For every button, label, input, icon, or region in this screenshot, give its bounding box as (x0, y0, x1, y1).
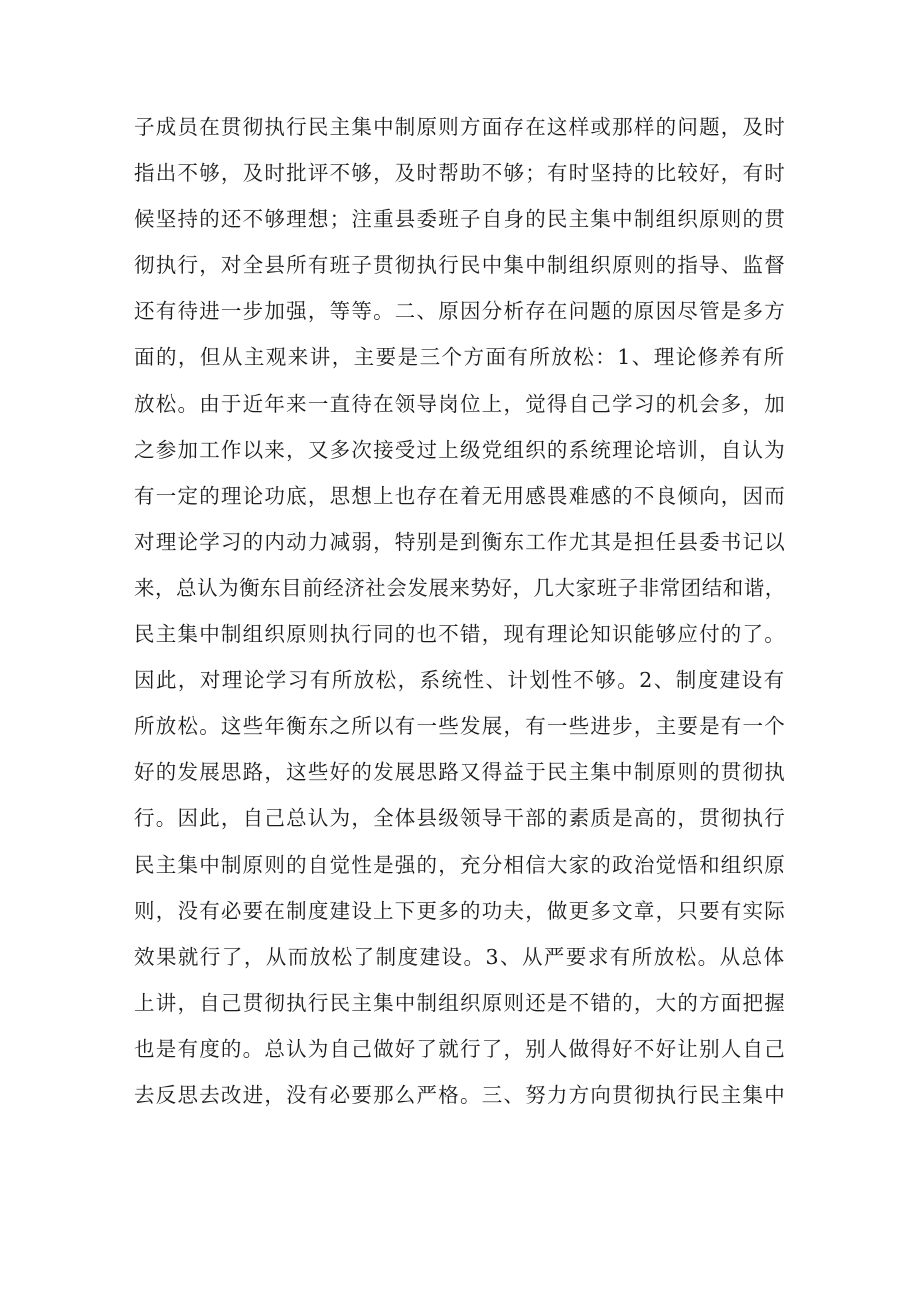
text-line: 还有待进一步加强，等等。二、原因分析存在问题的原因尽管是多方 (134, 299, 786, 324)
text-line: 彻执行，对全县所有班子贯彻执行民中集中制组织原则的指导、监督 (134, 253, 786, 278)
text-line: 来，总认为衡东目前经济社会发展来势好，几大家班子非常团结和谐， (134, 575, 786, 600)
text-line: 也是有度的。总认为自己做好了就行了，别人做得好不好让别人自己 (134, 1036, 786, 1061)
text-line: 之参加工作以来，又多次接受过上级党组织的系统理论培训，自认为 (134, 437, 786, 462)
text-line: 因此，对理论学习有所放松，系统性、计划性不够。2、制度建设有 (134, 668, 786, 693)
text-line: 民主集中制组织原则执行同的也不错，现有理论知识能够应付的了。 (134, 622, 786, 647)
text-line: 去反思去改进，没有必要那么严格。三、努力方向贯彻执行民主集中 (134, 1082, 786, 1107)
text-line: 效果就行了，从而放松了制度建设。3、从严要求有所放松。从总体 (134, 944, 786, 969)
text-line: 候坚持的还不够理想；注重县委班子自身的民主集中制组织原则的贯 (134, 207, 786, 232)
text-line: 放松。由于近年来一直待在领导岗位上，觉得自己学习的机会多，加 (134, 391, 786, 416)
text-line: 对理论学习的内动力减弱，特别是到衡东工作尤其是担任县委书记以 (134, 529, 786, 554)
text-line: 子成员在贯彻执行民主集中制原则方面存在这样或那样的问题，及时 (134, 115, 786, 139)
text-line: 指出不够，及时批评不够，及时帮助不够；有时坚持的比较好，有时 (134, 161, 786, 186)
text-line: 行。因此，自己总认为，全体县级领导干部的素质是高的，贯彻执行 (134, 806, 786, 831)
text-line: 所放松。这些年衡东之所以有一些发展，有一些进步，主要是有一个 (134, 714, 786, 739)
body-text (134, 104, 794, 1118)
text-line: 好的发展思路，这些好的发展思路又得益于民主集中制原则的贯彻执 (134, 760, 786, 785)
text-line: 上讲，自己贯彻执行民主集中制组织原则还是不错的，大的方面把握 (134, 990, 786, 1015)
text-line: 则，没有必要在制度建设上下更多的功夫，做更多文章，只要有实际 (134, 898, 786, 923)
text-line: 有一定的理论功底，思想上也存在着无用感畏难感的不良倾向，因而 (134, 483, 786, 508)
text-line: 面的，但从主观来讲，主要是三个方面有所放松：1、理论修养有所 (134, 345, 786, 370)
text-line: 民主集中制原则的自觉性是强的，充分相信大家的政治觉悟和组织原 (134, 852, 786, 877)
